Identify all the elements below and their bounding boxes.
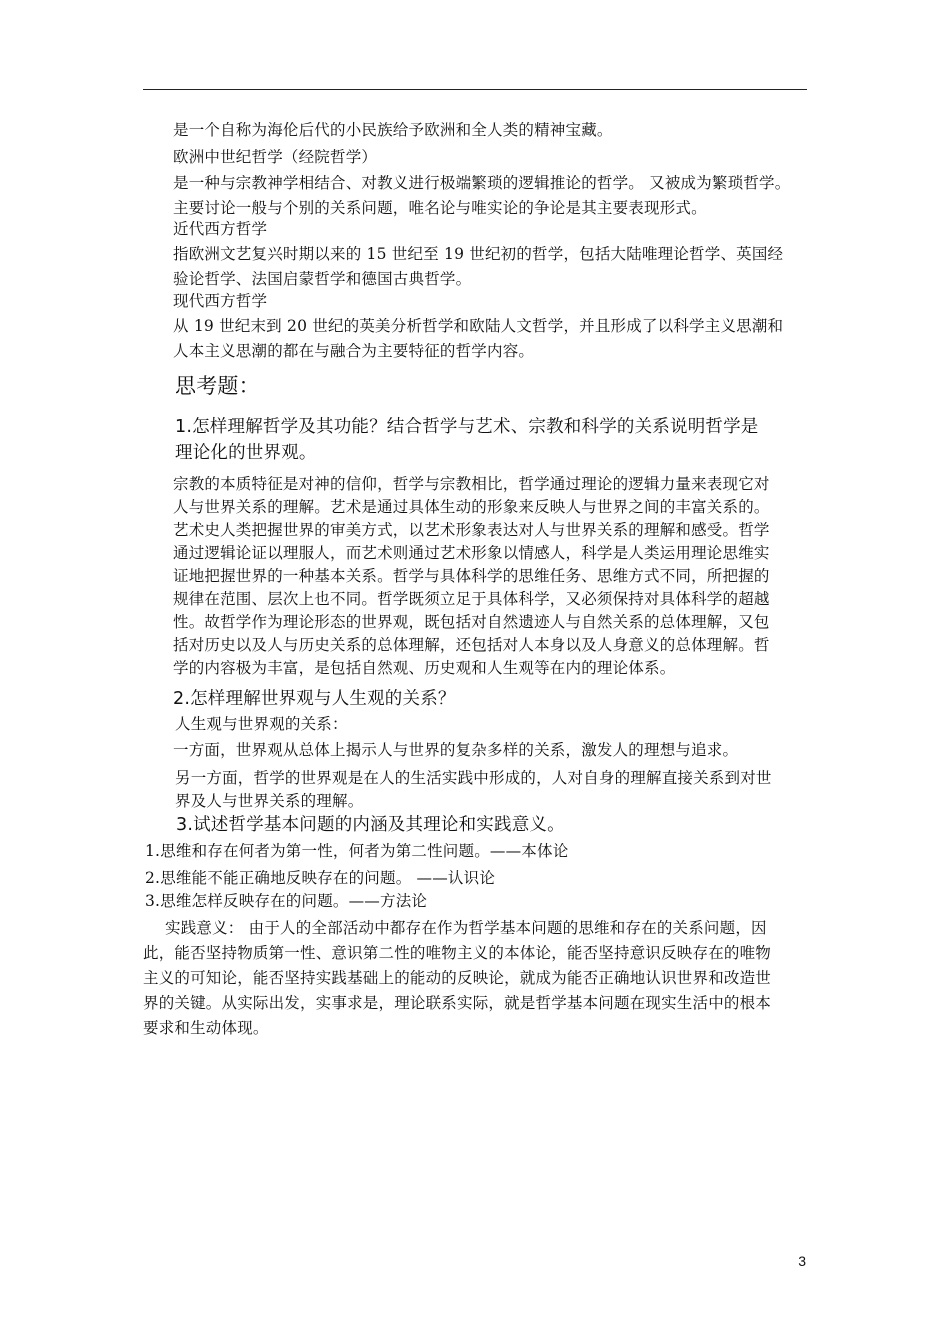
intro-paragraph: 是一个自称为海伦后代的小民族给予欧洲和全人类的精神宝藏。 — [173, 121, 613, 139]
intro-block — [0, 119, 950, 142]
answer-line: 通过逻辑论证以理服人，而艺术则通过艺术形象以情感人，科学是人类运用理论思维实 — [173, 544, 770, 562]
question-1 — [0, 414, 950, 680]
practice-line: 要求和生动体现。 — [143, 1019, 269, 1037]
page-number: 3 — [798, 1253, 806, 1269]
answer-line: 人与世界关系的理解。艺术是通过具体生动的形象来反映人与世界之间的丰富关系的。 — [173, 498, 770, 516]
answer-line: 界及人与世界关系的理解。 — [175, 792, 364, 810]
section-line: 是一种与宗教神学相结合、对教义进行极端繁琐的逻辑推论的哲学。 又被成为繁琐哲学。 — [173, 174, 791, 192]
question-3 — [0, 812, 950, 1040]
practice-line: 实践意义： 由于人的全部活动中都存在作为哲学基本问题的思维和存在的关系问题，因 — [165, 919, 767, 937]
section-line: 从 19 世纪末到 20 世纪的英美分析哲学和欧陆人文哲学，并且形成了以科学主义思潮和 — [173, 317, 784, 335]
question-2 — [0, 686, 950, 813]
question-title: 1.怎样理解哲学及其功能？结合哲学与艺术、宗教和科学的关系说明哲学是 — [175, 417, 759, 437]
answer-line: 艺术史人类把握世界的审美方式，以艺术形象表达对人与世界关系的理解和感受。哲学 — [173, 521, 770, 539]
question-title: 理论化的世界观。 — [175, 443, 317, 463]
answer-line: 一方面，世界观从总体上揭示人与世界的复杂多样的关系，激发人的理想与追求。 — [173, 741, 739, 759]
answer-line: 另一方面，哲学的世界观是在人的生活实践中形成的，人对自身的理解直接关系到对世 — [175, 769, 772, 787]
section-line: 主要讨论一般与个别的关系问题，唯名论与唯实论的争论是其主要表现形式。 — [173, 199, 707, 217]
section-line: 人本主义思潮的都在与融合为主要特征的哲学内容。 — [173, 342, 535, 360]
answer-line: 规律在范围、层次上也不同。哲学既须立足于具体科学，又必须保持对具体科学的超越 — [173, 590, 770, 608]
medieval-section — [0, 146, 950, 220]
question-title: 3.试述哲学基本问题的内涵及其理论和实践意义。 — [176, 815, 565, 835]
think-heading: 思考题： — [175, 374, 260, 398]
list-item: 1.思维和存在何者为第一性，何者为第二性问题。——本体论 — [145, 842, 569, 860]
answer-line: 宗教的本质特征是对神的信仰，哲学与宗教相比，哲学通过理论的逻辑力量来表现它对 — [173, 475, 770, 493]
section-title: 近代西方哲学 — [173, 220, 268, 238]
answer-line: 学的内容极为丰富，是包括自然观、历史观和人生观等在内的理论体系。 — [173, 659, 676, 677]
header-rule — [143, 89, 807, 90]
section-line: 指欧洲文艺复兴时期以来的 15 世纪至 19 世纪初的哲学，包括大陆唯理论哲学、英国经 — [173, 245, 784, 263]
answer-label: 人生观与世界观的关系： — [175, 715, 348, 733]
answer-line: 性。故哲学作为理论形态的世界观，既包括对自然遗迹人与自然关系的总体理解，又包 — [173, 613, 770, 631]
think-heading-block — [0, 372, 950, 400]
practice-line: 主义的可知论，能否坚持实践基础上的能动的反映论，就成为能否正确地认识世界和改造世 — [143, 969, 772, 987]
answer-line: 括对历史以及人与历史关系的总体理解，还包括对人本身以及人身意义的总体理解。哲 — [173, 636, 770, 654]
question-title: 2.怎样理解世界观与人生观的关系？ — [173, 689, 456, 709]
list-item: 3.思维怎样反映存在的问题。——方法论 — [145, 892, 428, 910]
section-line: 验论哲学、法国启蒙哲学和德国古典哲学。 — [173, 270, 472, 288]
contemporary-section — [0, 290, 950, 363]
practice-line: 界的关键。从实际出发，实事求是，理论联系实际，就是哲学基本问题在现实生活中的根本 — [143, 994, 772, 1012]
modern-section — [0, 218, 950, 291]
section-title: 现代西方哲学 — [173, 292, 268, 310]
practice-line: 此，能否坚持物质第一性、意识第二性的唯物主义的本体论，能否坚持意识反映存在的唯物 — [143, 944, 772, 962]
section-title: 欧洲中世纪哲学（经院哲学） — [173, 148, 378, 166]
answer-line: 证地把握世界的一种基本关系。哲学与具体科学的思维任务、思维方式不同，所把握的 — [173, 567, 770, 585]
list-item: 2.思维能不能正确地反映存在的问题。 ——认识论 — [145, 869, 496, 887]
